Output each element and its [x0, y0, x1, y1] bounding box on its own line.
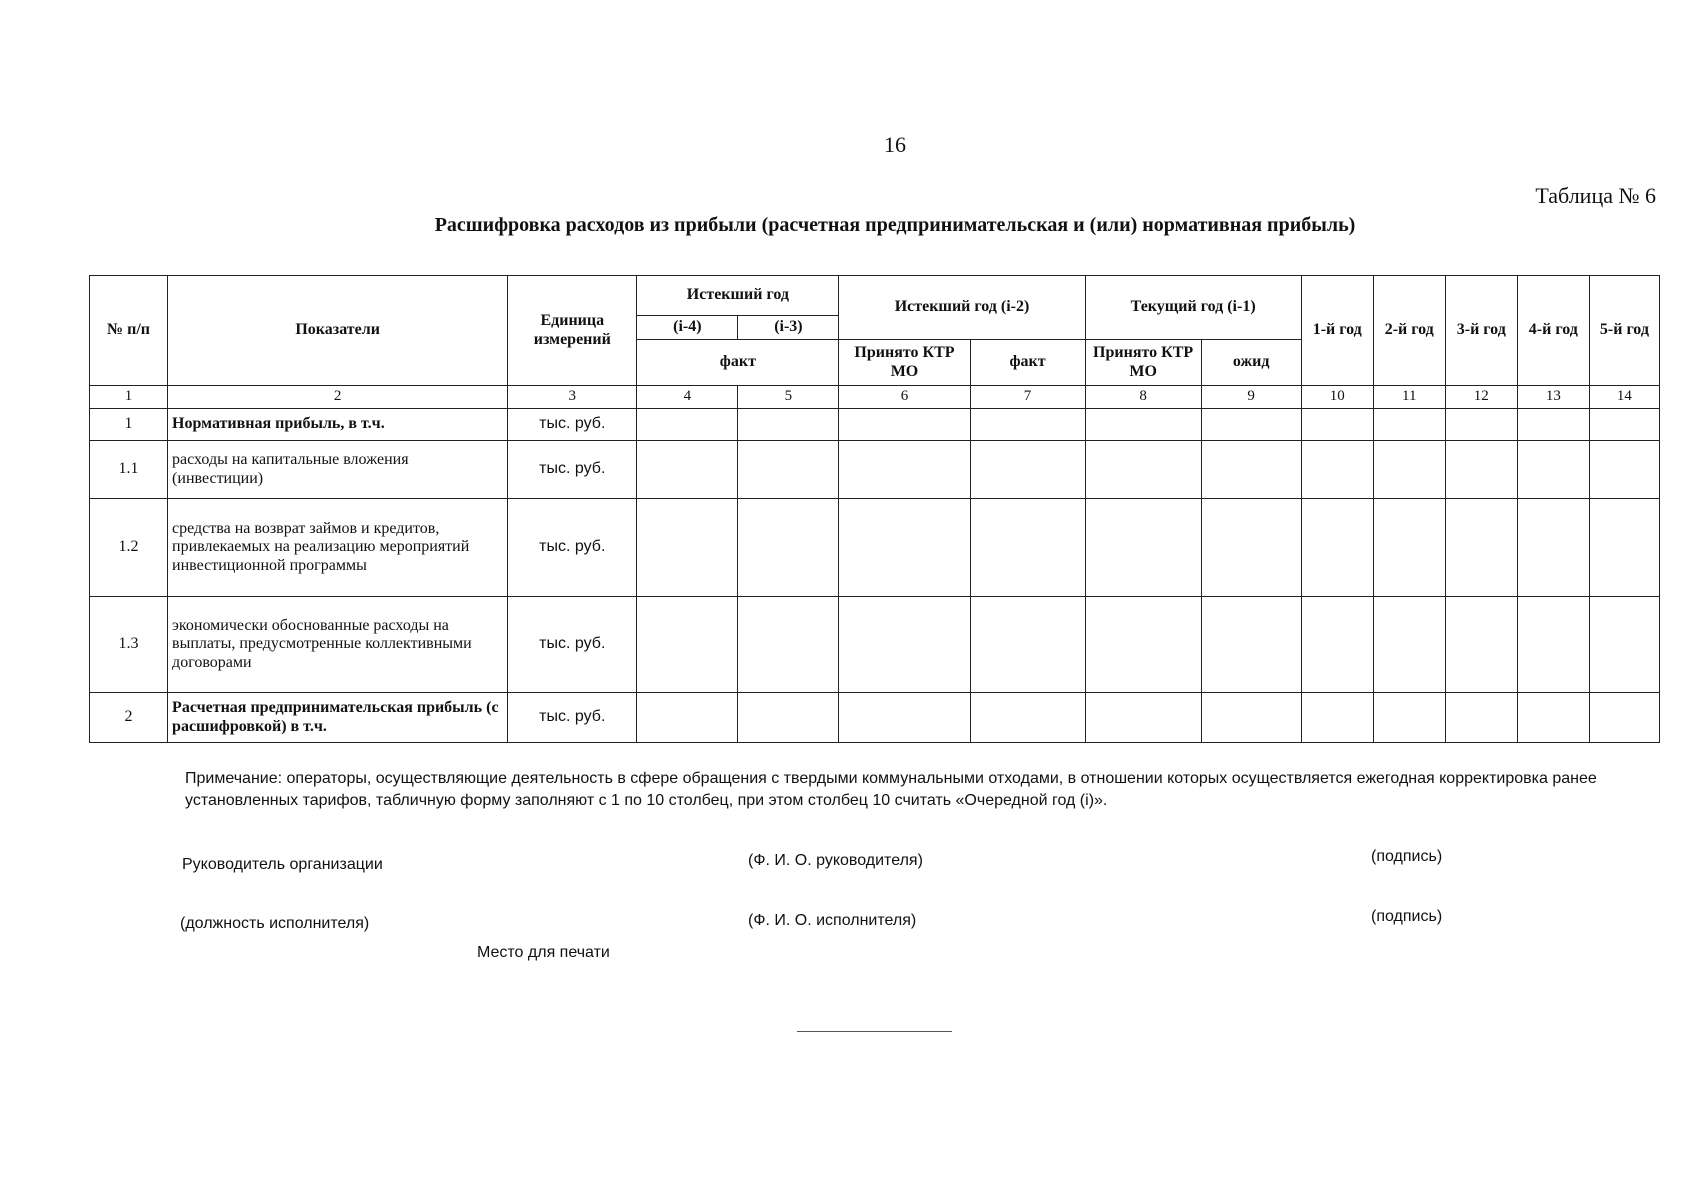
value-cell: [738, 693, 839, 743]
row-unit: тыс. руб.: [508, 597, 637, 693]
value-cell: [1085, 693, 1201, 743]
row-number: 1: [90, 409, 168, 441]
header-num: № п/п: [90, 276, 168, 386]
value-cell: [1373, 693, 1445, 743]
column-number: 8: [1085, 386, 1201, 409]
value-cell: [1085, 597, 1201, 693]
header-current-year-i1: Текущий год (i-1): [1085, 276, 1301, 340]
column-number: 11: [1373, 386, 1445, 409]
table-label: Таблица № 6: [1535, 183, 1656, 208]
value-cell: [1373, 409, 1445, 441]
column-number: 10: [1301, 386, 1373, 409]
value-cell: [839, 597, 970, 693]
column-number-row: [90, 386, 1660, 409]
table-row: [90, 409, 1660, 441]
column-number: 9: [1201, 386, 1301, 409]
value-cell: [1201, 597, 1301, 693]
executor-fio-label: (Ф. И. О. исполнителя): [748, 912, 917, 929]
signature-label-1: (подпись): [1371, 848, 1443, 865]
page-number: 16: [884, 132, 906, 157]
row-unit: тыс. руб.: [508, 441, 637, 499]
column-number: 13: [1517, 386, 1589, 409]
header-i4: (i-4): [637, 316, 738, 340]
column-number: 14: [1589, 386, 1659, 409]
row-name: Расчетная предпринимательская прибыль (с расшифровкой) в т.ч.: [168, 693, 508, 743]
column-number: 2: [168, 386, 508, 409]
table-row: [90, 597, 1660, 693]
stamp-place-label: Место для печати: [477, 944, 610, 961]
value-cell: [970, 597, 1085, 693]
value-cell: [970, 499, 1085, 597]
value-cell: [839, 693, 970, 743]
table-note: Примечание: операторы, осуществляющие деятельность в сфере обращения с твердыми коммунальными отходами, в отношении которых осуществляется ежегодная корректировка ранее установленных тарифов, табличную форму заполняют с 1 по 10 столбец, при этом столбец 10 считать «Очередной год (i)».: [185, 770, 1597, 810]
row-unit: тыс. руб.: [508, 499, 637, 597]
header-expected: ожид: [1201, 340, 1301, 386]
value-cell: [1301, 597, 1373, 693]
value-cell: [839, 499, 970, 597]
value-cell: [1301, 693, 1373, 743]
header-adopted-ktr-2: Принято КТР МО: [1085, 340, 1201, 386]
value-cell: [637, 693, 738, 743]
row-name: расходы на капитальные вложения (инвестиции): [168, 441, 508, 499]
value-cell: [970, 409, 1085, 441]
value-cell: [1589, 441, 1659, 499]
value-cell: [738, 597, 839, 693]
value-cell: [1589, 409, 1659, 441]
value-cell: [1085, 441, 1201, 499]
value-cell: [637, 597, 738, 693]
column-number: 4: [637, 386, 738, 409]
header-elapsed-year: Истекший год: [637, 276, 839, 316]
header-indicator: Показатели: [168, 276, 508, 386]
value-cell: [1301, 441, 1373, 499]
row-name: Нормативная прибыль, в т.ч.: [168, 409, 508, 441]
header-year-1: 1-й год: [1301, 276, 1373, 386]
value-cell: [1445, 499, 1517, 597]
row-unit: тыс. руб.: [508, 693, 637, 743]
row-number: 1.1: [90, 441, 168, 499]
value-cell: [970, 693, 1085, 743]
value-cell: [1445, 597, 1517, 693]
value-cell: [1085, 409, 1201, 441]
header-adopted-ktr: Принято КТР МО: [839, 340, 970, 386]
value-cell: [738, 441, 839, 499]
value-cell: [738, 499, 839, 597]
column-number: 7: [970, 386, 1085, 409]
header-unit: Единица измерений: [508, 276, 637, 386]
row-number: 2: [90, 693, 168, 743]
value-cell: [1517, 597, 1589, 693]
value-cell: [1201, 693, 1301, 743]
value-cell: [970, 441, 1085, 499]
value-cell: [1517, 409, 1589, 441]
row-unit: тыс. руб.: [508, 409, 637, 441]
value-cell: [1373, 499, 1445, 597]
column-number: 3: [508, 386, 637, 409]
value-cell: [1373, 441, 1445, 499]
header-year-2: 2-й год: [1373, 276, 1445, 386]
end-divider: [797, 1031, 952, 1032]
value-cell: [1589, 693, 1659, 743]
executor-position-label: (должность исполнителя): [180, 915, 370, 932]
column-number: 1: [90, 386, 168, 409]
header-year-4: 4-й год: [1517, 276, 1589, 386]
value-cell: [1445, 693, 1517, 743]
value-cell: [1201, 499, 1301, 597]
table-row: [90, 441, 1660, 499]
value-cell: [637, 441, 738, 499]
header-fact-2: факт: [970, 340, 1085, 386]
signature-label-2: (подпись): [1371, 908, 1443, 925]
header-year-5: 5-й год: [1589, 276, 1659, 386]
value-cell: [1201, 409, 1301, 441]
value-cell: [839, 409, 970, 441]
value-cell: [738, 409, 839, 441]
column-number: 5: [738, 386, 839, 409]
value-cell: [1201, 441, 1301, 499]
value-cell: [1517, 499, 1589, 597]
row-number: 1.2: [90, 499, 168, 597]
value-cell: [1445, 441, 1517, 499]
table-row: [90, 499, 1660, 597]
table-row: [90, 693, 1660, 743]
head-of-organization-label: Руководитель организации: [182, 856, 383, 873]
value-cell: [1445, 409, 1517, 441]
value-cell: [1589, 597, 1659, 693]
row-name: экономически обоснованные расходы на выплаты, предусмотренные коллективными договорами: [168, 597, 508, 693]
value-cell: [1085, 499, 1201, 597]
header-elapsed-year-i2: Истекший год (i-2): [839, 276, 1085, 340]
row-name: средства на возврат займов и кредитов, привлекаемых на реализацию мероприятий инвестиционной программы: [168, 499, 508, 597]
header-i3: (i-3): [738, 316, 839, 340]
expense-breakdown-table: [89, 275, 1660, 743]
value-cell: [1589, 499, 1659, 597]
value-cell: [1373, 597, 1445, 693]
value-cell: [1517, 693, 1589, 743]
document-title: Расшифровка расходов из прибыли (расчетная предпринимательская и (или) нормативная прибыль): [434, 214, 1356, 236]
header-fact: факт: [637, 340, 839, 386]
value-cell: [1301, 499, 1373, 597]
value-cell: [1517, 441, 1589, 499]
head-fio-label: (Ф. И. О. руководителя): [748, 852, 923, 869]
row-number: 1.3: [90, 597, 168, 693]
column-number: 12: [1445, 386, 1517, 409]
value-cell: [637, 499, 738, 597]
value-cell: [637, 409, 738, 441]
value-cell: [1301, 409, 1373, 441]
value-cell: [839, 441, 970, 499]
header-year-3: 3-й год: [1445, 276, 1517, 386]
column-number: 6: [839, 386, 970, 409]
